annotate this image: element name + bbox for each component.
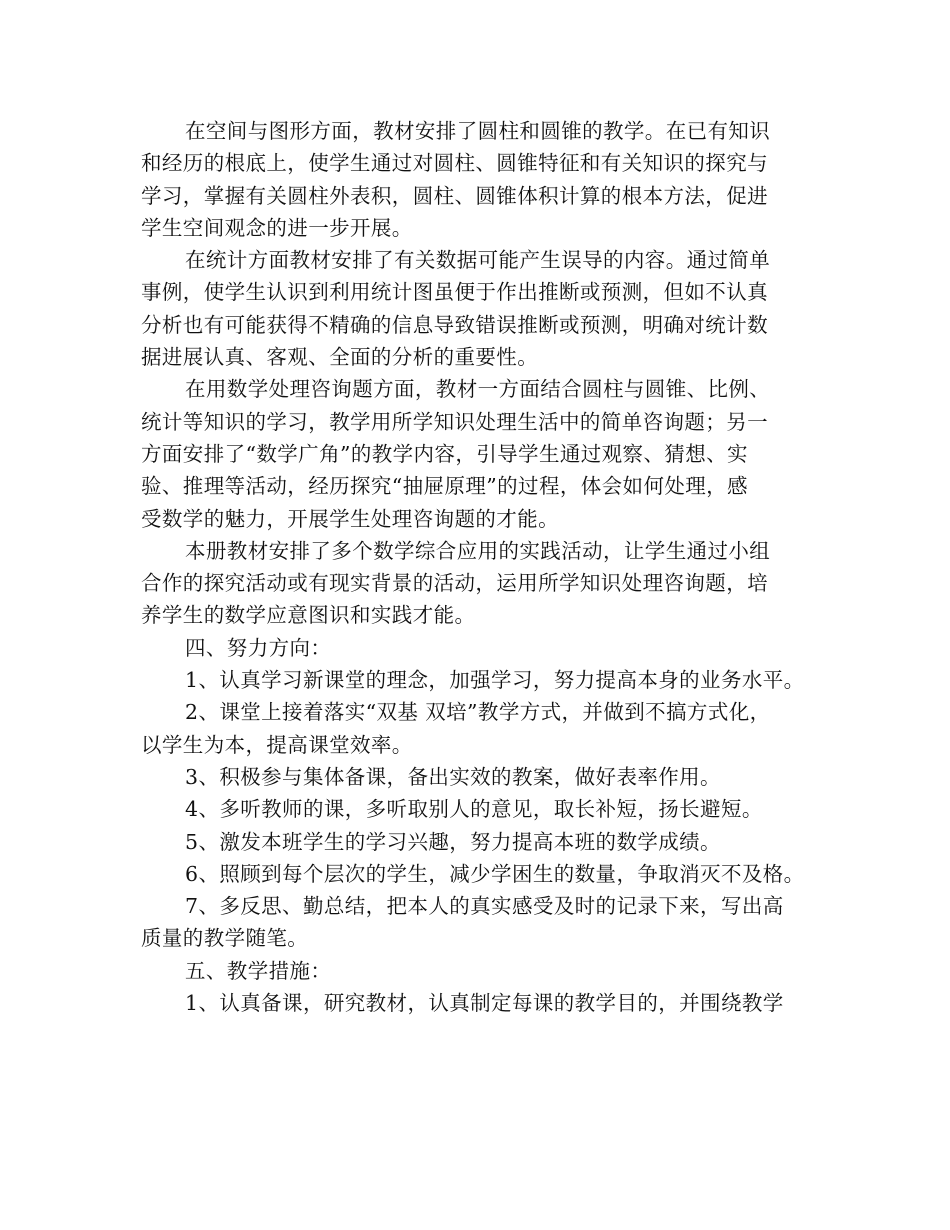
text-line: 在统计方面教材安排了有关数据可能产生误导的内容。通过简单	[185, 248, 771, 273]
text-line: 事例，使学生认识到利用统计图虽便于作出推断或预测，但如不认真	[141, 280, 768, 305]
text-line: 以学生为本，提高课堂效率。	[141, 732, 413, 757]
text-line: 1、认真学习新课堂的理念，加强学习，努力提高本身的业务水平。	[185, 668, 805, 693]
text-line: 5、激发本班学生的学习兴趣，努力提高本班的数学成绩。	[185, 829, 721, 854]
text-line: 学习，掌握有关圆柱外表积，圆柱、圆锥体积计算的根本方法，促进	[141, 183, 768, 208]
text-line: 受数学的魅力，开展学生处理咨询题的才能。	[141, 506, 559, 531]
text-line: 和经历的根底上，使学生通过对圆柱、圆锥特征和有关知识的探究与	[141, 151, 768, 176]
text-line: 质量的教学随笔。	[141, 926, 309, 951]
text-line: 据进展认真、客观、全面的分析的重要性。	[141, 345, 539, 370]
text-line: 本册教材安排了多个数学综合应用的实践活动，让学生通过小组	[185, 538, 771, 563]
text-line: 统计等知识的学习，教学用所学知识处理生活中的简单咨询题；另一	[141, 409, 768, 434]
text-line: 在空间与图形方面，教材安排了圆柱和圆锥的教学。在已有知识	[185, 119, 771, 143]
text-line: 五、教学措施：	[185, 958, 332, 983]
text-line: 验、推理等活动，经历探究“抽屉原理”的过程，体会如何处理，感	[141, 474, 748, 499]
text-line: 6、照顾到每个层次的学生，减少学困生的数量，争取消灭不及格。	[185, 861, 805, 886]
text-line: 分析也有可能获得不精确的信息导致错误推断或预测，明确对统计数	[141, 312, 768, 337]
text-line: 在用数学处理咨询题方面，教材一方面结合圆柱与圆锥、比例、	[185, 377, 771, 402]
document-body	[141, 115, 813, 1019]
document-page	[141, 115, 813, 1019]
text-line: 3、积极参与集体备课，备出实效的教案，做好表率作用。	[185, 764, 721, 789]
text-line: 学生空间观念的进一步开展。	[141, 215, 413, 240]
text-line: 2、课堂上接着落实“双基 双培”教学方式，并做到不搞方式化，	[185, 700, 771, 725]
text-line: 4、多听教师的课，多听取别人的意见，取长补短，扬长避短。	[185, 797, 763, 822]
text-line: 养学生的数学应意图识和实践才能。	[141, 603, 476, 628]
text-line: 7、多反思、勤总结，把本人的真实感受及时的记录下来，写出高	[185, 894, 784, 919]
text-line: 合作的探究活动或有现实背景的活动，运用所学知识处理咨询题，培	[141, 571, 768, 596]
text-line: 方面安排了“数学广角”的教学内容，引导学生通过观察、猜想、实	[141, 441, 748, 466]
text-line: 1、认真备课，研究教材，认真制定每课的教学目的，并围绕教学	[185, 991, 784, 1016]
text-line: 四、努力方向：	[185, 635, 332, 660]
